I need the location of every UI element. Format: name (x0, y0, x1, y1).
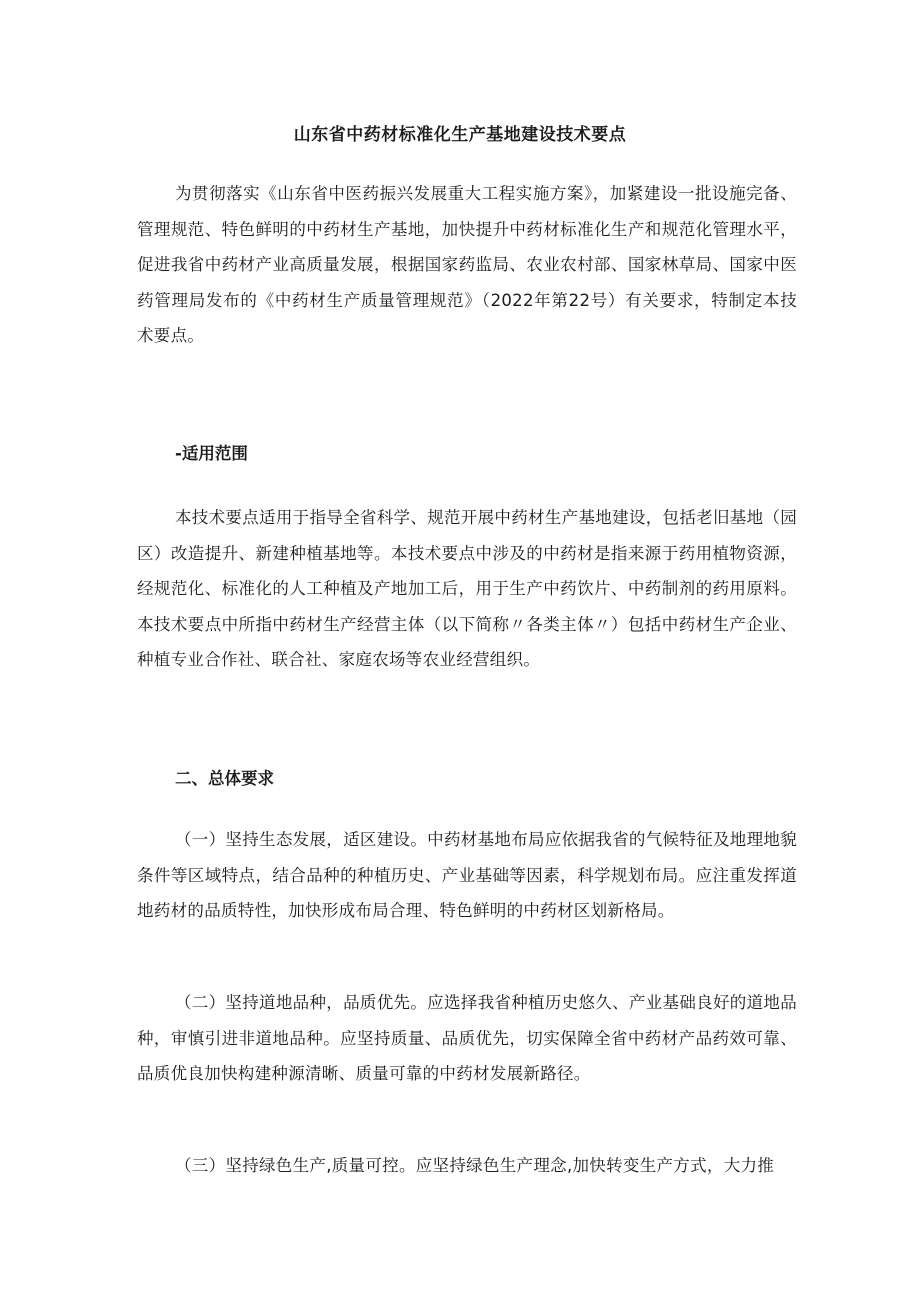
requirement-item-1: （一）坚持生态发展，适区建设。中药材基地布局应依据我省的气候特征及地理地貌条件等区域特点，结合品种的种植历史、产业基础等因素，科学规划布局。应注重发挥道地药材的品质特性，加快形成布局合理、特色鲜明的中药材区划新格局。 (137, 830, 797, 920)
section-heading-scope: -适用范围 (175, 444, 248, 463)
intro-paragraph: 为贯彻落实《山东省中医药振兴发展重大工程实施方案》，加紧建设一批设施完备、管理规范、特色鲜明的中药材生产基地，加快提升中药材标准化生产和规范化管理水平，促进我省中药材产业高质量发展，根据国家药监局、农业农村部、国家林草局、国家中医药管理局发布的《中药材生产质量管理规范》（2022年第22号）有关要求，特制定本技术要点。 (137, 184, 797, 345)
requirement-item-2: （二）坚持道地品种，品质优先。应选择我省种植历史悠久、产业基础良好的道地品种，审慎引进非道地品种。应坚持质量、品质优先，切实保障全省中药材产品药效可靠、品质优良加快构建种源清晰、质量可靠的中药材发展新路径。 (137, 993, 797, 1083)
document-title: 山东省中药材标准化生产基地建设技术要点 (293, 125, 627, 145)
scope-paragraph: 本技术要点适用于指导全省科学、规范开展中药材生产基地建设，包括老旧基地（园区）改造提升、新建种植基地等。本技术要点中涉及的中药材是指来源于药用植物资源，经规范化、标准化的人工种植及产地加工后，用于生产中药饮片、中药制剂的药用原料。本技术要点中所指中药材生产经营主体（以下简称〃各类主体〃）包括中药材生产企业、种植专业合作社、联合社、家庭农场等农业经营组织。 (137, 508, 797, 669)
requirement-item-3: （三）坚持绿色生产,质量可控。应坚持绿色生产理念,加快转变生产方式，大力推 (175, 1156, 775, 1175)
section-heading-general: 二、总体要求 (175, 769, 274, 788)
